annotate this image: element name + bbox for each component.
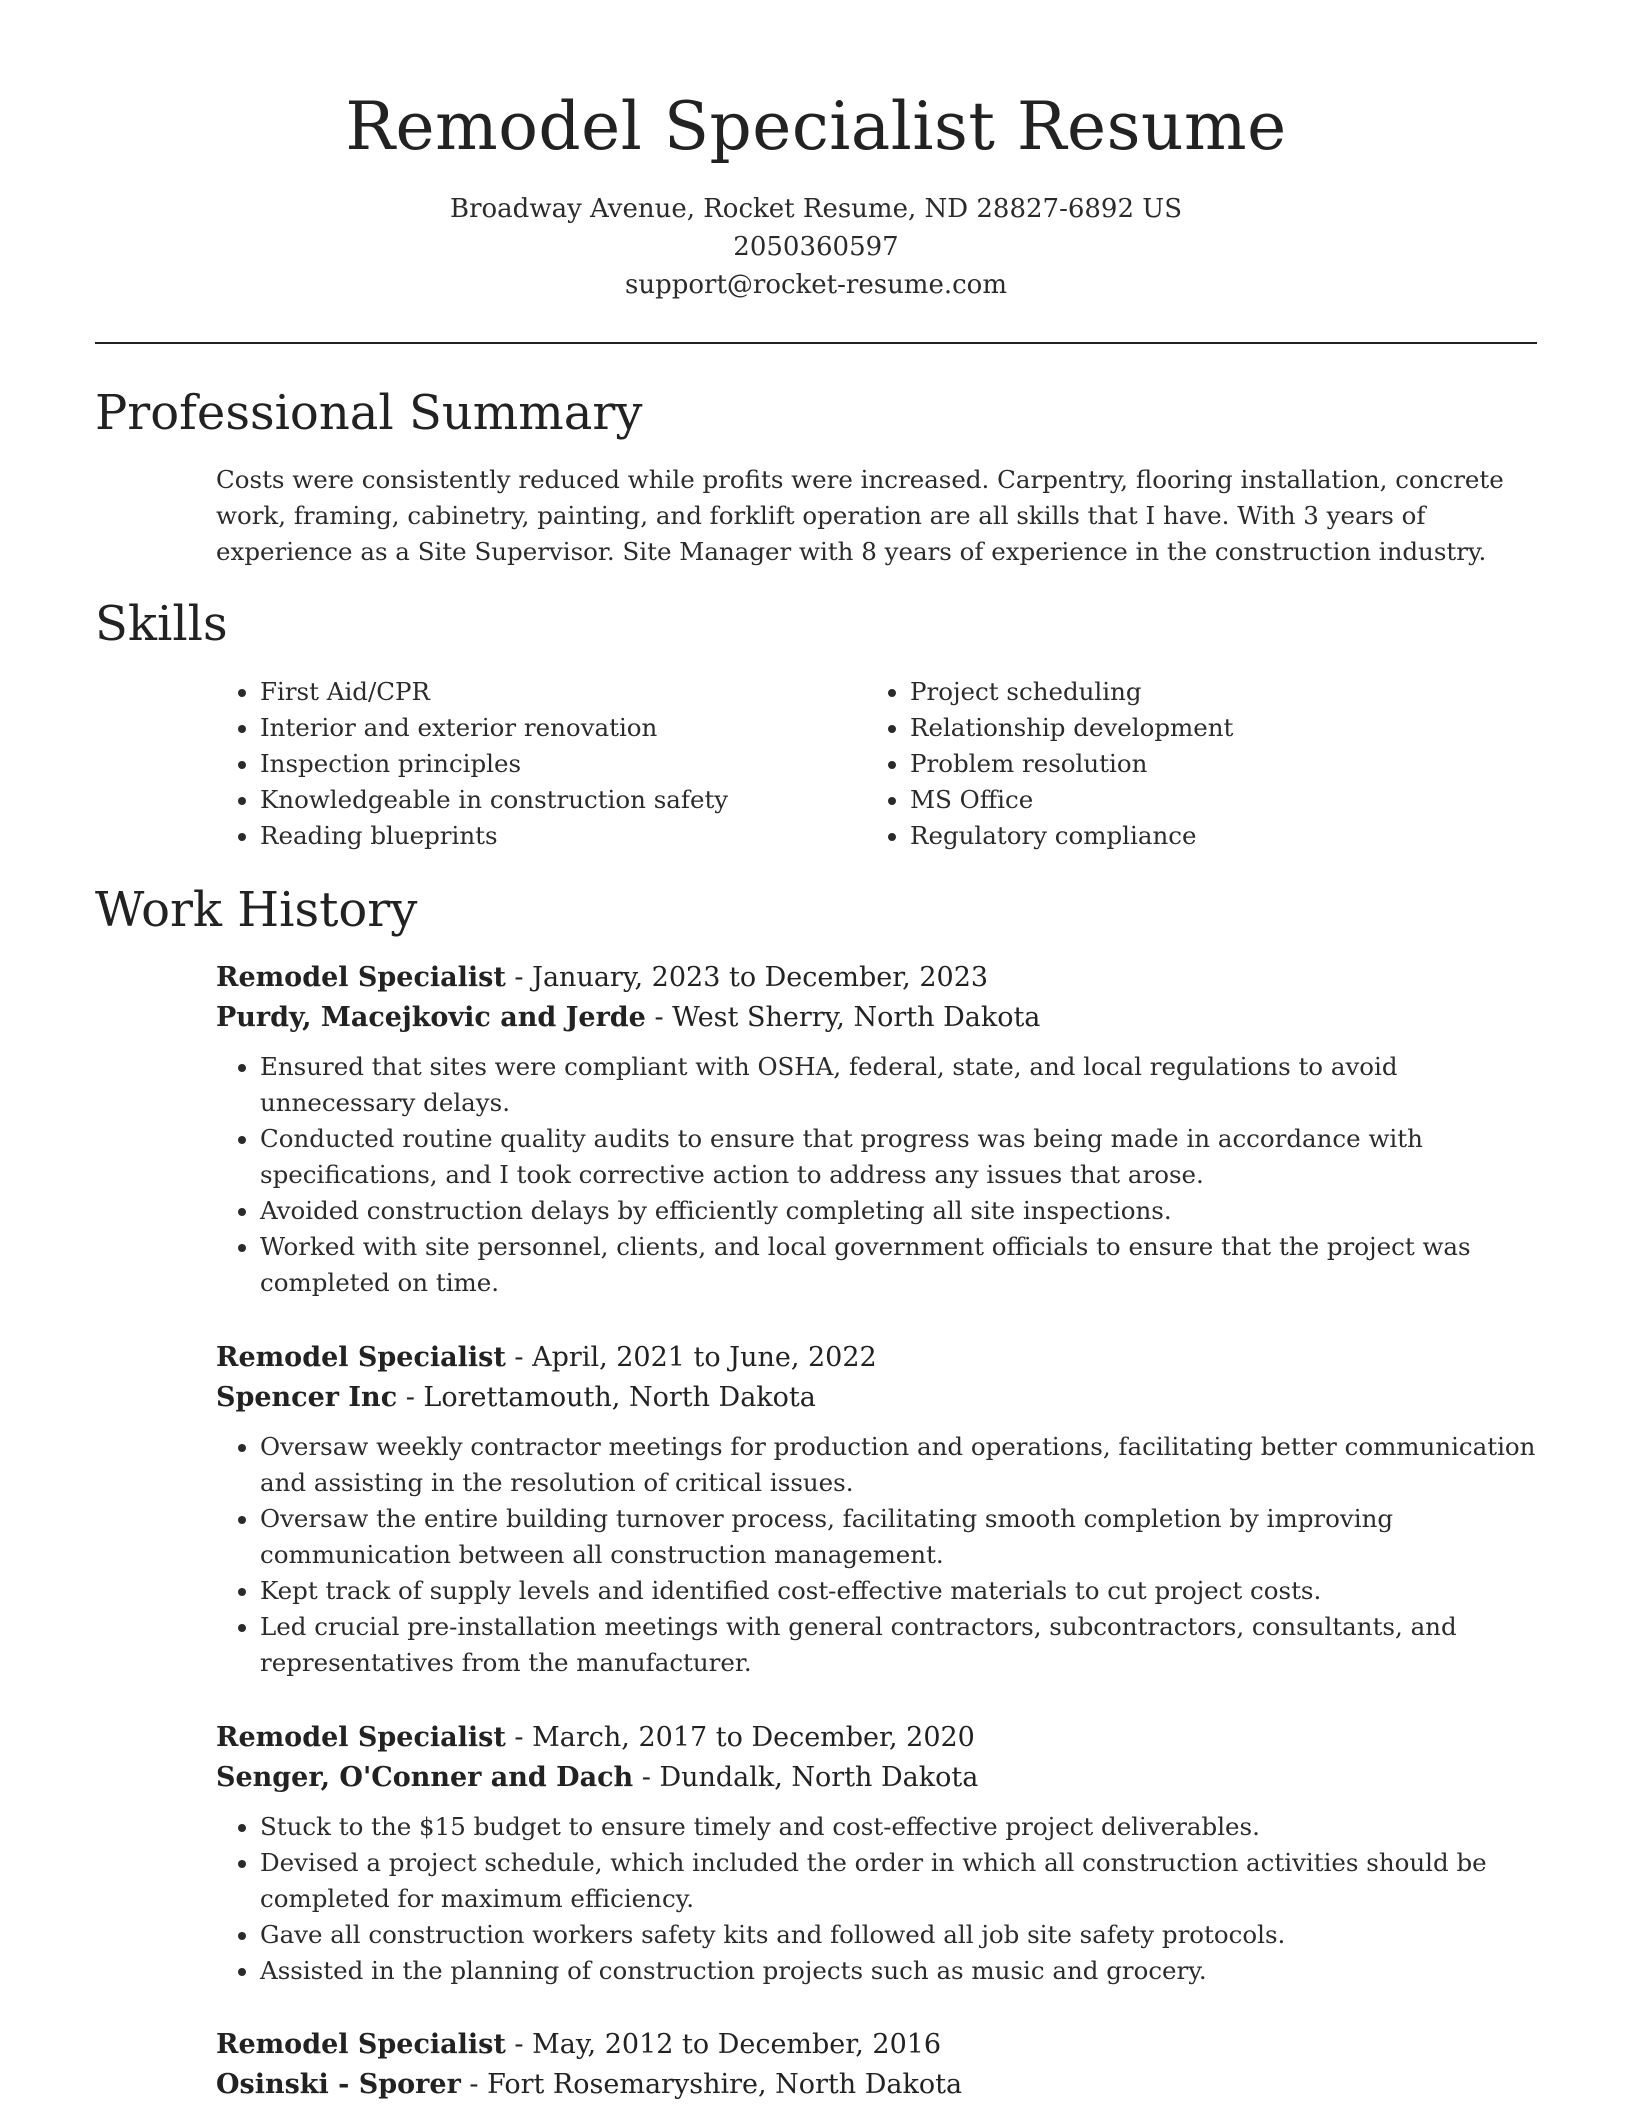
job-bullets	[216, 1809, 1538, 1989]
header-divider	[95, 342, 1537, 344]
job-title-line	[216, 1718, 1538, 1758]
job-bullet: • Conducted routine quality audits to ensure that progress was being made in accordance with specifications, and I took corrective action to address any issues that arose.	[260, 1121, 1538, 1193]
job-entry	[216, 2025, 1538, 2105]
job-title-line	[216, 2025, 1538, 2065]
job-company-line	[216, 1758, 1538, 1798]
skill-item: • Problem resolution	[910, 746, 1233, 782]
job-bullet: • Avoided construction delays by efficiently completing all site inspections.	[260, 1193, 1538, 1229]
job-bullet: • Ensured that sites were compliant with OSHA, federal, state, and local regulations to avoid unnecessary delays.	[260, 1049, 1538, 1121]
resume-header	[0, 82, 1632, 304]
job-company: Senger, O'Conner and Dach	[216, 1762, 634, 1793]
job-entry	[216, 1338, 1538, 1681]
resume-title: Remodel Specialist Resume	[345, 88, 1287, 165]
job-bullet: • Assisted in the planning of construction projects such as music and grocery.	[260, 1953, 1538, 1989]
contact-address: Broadway Avenue, Rocket Resume, ND 28827-6892 US	[449, 194, 1183, 224]
skill-item: • Reading blueprints	[260, 818, 728, 854]
contact-phone: 2050360597	[733, 232, 899, 262]
job-dates: - January, 2023 to December, 2023	[505, 962, 989, 993]
job-bullets	[216, 1049, 1538, 1301]
skill-item: • Project scheduling	[910, 674, 1233, 710]
job-dates: - March, 2017 to December, 2020	[505, 1722, 975, 1753]
skill-item: • Inspection principles	[260, 746, 728, 782]
job-position: Remodel Specialist	[216, 1342, 506, 1373]
job-location: - Dundalk, North Dakota	[633, 1762, 979, 1793]
job-company-line	[216, 1378, 1538, 1418]
skill-item: • Knowledgeable in construction safety	[260, 782, 728, 818]
job-bullet: • Gave all construction workers safety kits and followed all job site safety protocols.	[260, 1917, 1538, 1953]
contact-info	[0, 190, 1632, 304]
job-location: - Lorettamouth, North Dakota	[397, 1382, 816, 1413]
job-bullets	[216, 1429, 1538, 1681]
job-company: Purdy, Macejkovic and Jerde	[216, 1002, 646, 1033]
job-entry	[216, 1718, 1538, 1989]
skill-item: • Interior and exterior renovation	[260, 710, 728, 746]
job-bullet: • Devised a project schedule, which included the order in which all construction activities should be completed for maximum efficiency.	[260, 1845, 1538, 1917]
job-dates: - May, 2012 to December, 2016	[505, 2029, 942, 2060]
work-history-heading: Work History	[95, 882, 418, 938]
skill-item: • First Aid/CPR	[260, 674, 728, 710]
job-bullet: • Stuck to the $15 budget to ensure timely and cost-effective project deliverables.	[260, 1809, 1538, 1845]
contact-email: support@rocket-resume.com	[624, 270, 1007, 300]
skills-column-left	[216, 674, 728, 854]
job-company-line	[216, 998, 1538, 1038]
job-company: Osinski - Sporer	[216, 2069, 461, 2100]
job-bullet: • Worked with site personnel, clients, and local government officials to ensure that the project was completed on time.	[260, 1229, 1538, 1301]
job-bullet: • Kept track of supply levels and identified cost-effective materials to cut project costs.	[260, 1573, 1538, 1609]
job-position: Remodel Specialist	[216, 2029, 506, 2060]
job-company: Spencer Inc	[216, 1382, 398, 1413]
skill-item: • Regulatory compliance	[910, 818, 1233, 854]
job-entry	[216, 958, 1538, 1301]
job-company-line	[216, 2065, 1538, 2105]
job-location: - Fort Rosemaryshire, North Dakota	[460, 2069, 963, 2100]
job-position: Remodel Specialist	[216, 962, 506, 993]
job-bullet: • Oversaw the entire building turnover process, facilitating smooth completion by improving communication between all construction management.	[260, 1501, 1538, 1573]
job-bullet: • Oversaw weekly contractor meetings for production and operations, facilitating better communication and assisting in the resolution of critical issues.	[260, 1429, 1538, 1501]
skills-column-right	[866, 674, 1233, 854]
job-bullet: • Led crucial pre-installation meetings with general contractors, subcontractors, consultants, and representatives from the manufacturer.	[260, 1609, 1538, 1681]
job-dates: - April, 2021 to June, 2022	[505, 1342, 877, 1373]
skills-heading: Skills	[95, 596, 228, 652]
summary-text: Costs were consistently reduced while profits were increased. Carpentry, flooring installation, concrete work, framing, cabinetry, painting, and forklift operation are all skills that I have. With 3 years of experience as a Site Supervisor. Site Manager with 8 years of experience in the construction industry.	[216, 465, 1504, 566]
summary-heading: Professional Summary	[95, 385, 643, 441]
skill-item: • Relationship development	[910, 710, 1233, 746]
job-title-line	[216, 1338, 1538, 1378]
job-location: - West Sherry, North Dakota	[645, 1002, 1041, 1033]
skill-item: • MS Office	[910, 782, 1233, 818]
job-position: Remodel Specialist	[216, 1722, 506, 1753]
job-title-line	[216, 958, 1538, 998]
